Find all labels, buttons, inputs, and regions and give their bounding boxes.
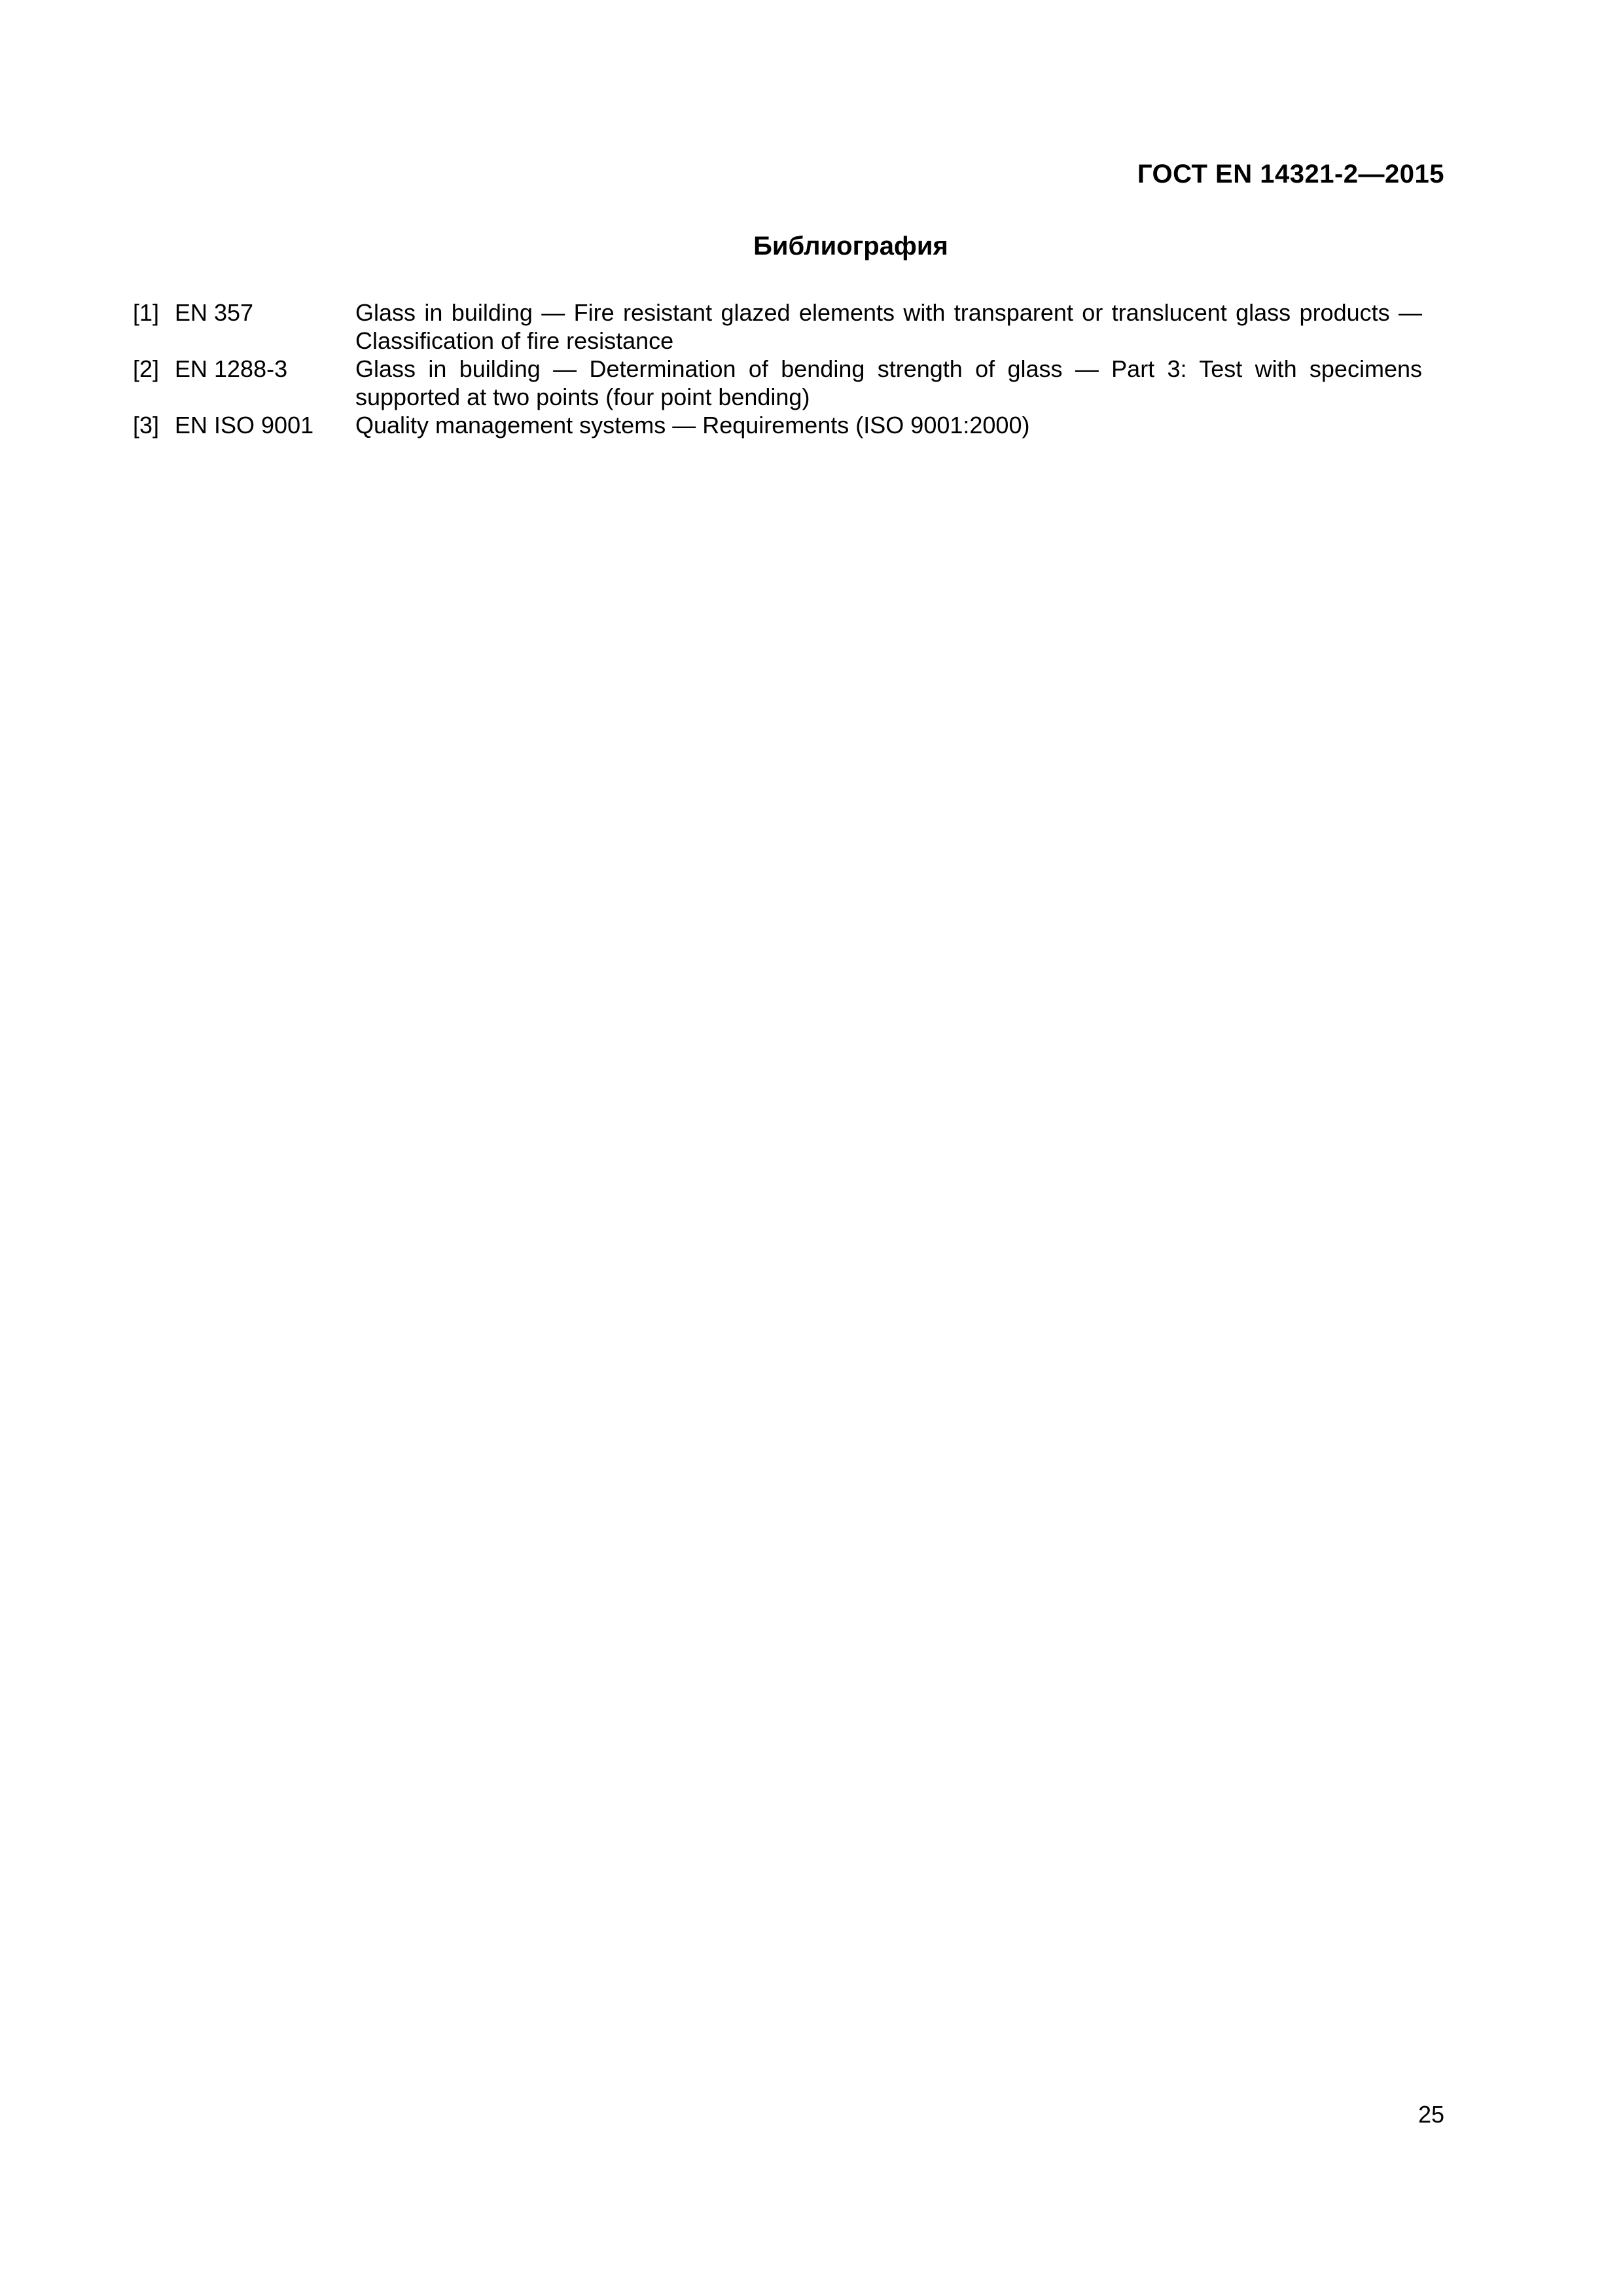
bibliography-list <box>133 298 1422 439</box>
bibliography-entry-2 <box>133 355 1422 411</box>
standard-code: EN 357 <box>175 299 254 326</box>
document-code-header: ГОСТ EN 14321-2—2015 <box>1137 160 1444 188</box>
bibliography-title: Библиография <box>753 232 948 260</box>
entry-number: [2] <box>133 355 160 382</box>
standard-code: EN 1288-3 <box>175 355 288 382</box>
entry-number: [1] <box>133 299 160 326</box>
bibliography-entry-3 <box>133 411 1422 439</box>
standard-title: Glass in building — Determination of bending strength of glass — Part 3: Test with specimens supported at two points (four point bending) <box>355 355 1422 410</box>
standard-title: Glass in building — Fire resistant glazed elements with transparent or translucent glass products — Classification of fire resistance <box>355 299 1422 354</box>
standard-code: EN ISO 9001 <box>175 412 314 439</box>
standard-title: Quality management systems — Requirements (ISO 9001:2000) <box>355 412 1030 439</box>
bibliography-entry-1 <box>133 298 1422 355</box>
page-number: 25 <box>1418 2101 1444 2128</box>
entry-number: [3] <box>133 412 160 439</box>
